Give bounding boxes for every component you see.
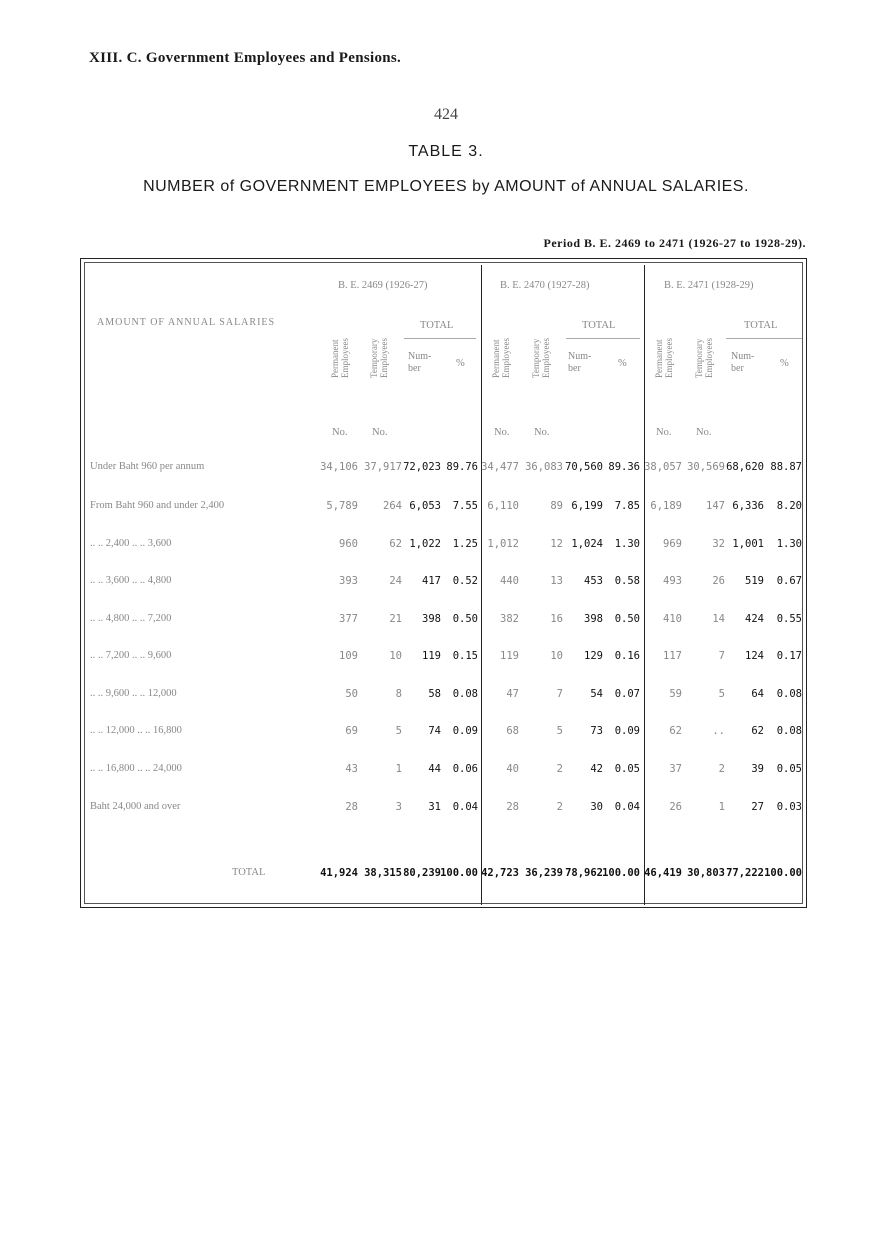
table-cell: 7 xyxy=(556,688,563,700)
table-cell: 1,012 xyxy=(487,538,519,550)
table-cell: 68,620 xyxy=(726,461,764,473)
no-label: No. xyxy=(656,427,672,438)
table-cell: 0.17 xyxy=(776,650,802,662)
table-cell: 70,560 xyxy=(565,461,603,473)
row-label: Under Baht 960 per annum xyxy=(90,461,205,472)
table-cell: 960 xyxy=(339,538,358,550)
table-cell: 0.09 xyxy=(614,725,640,737)
number-header: Num- ber xyxy=(568,351,592,374)
table-cell: 47 xyxy=(506,688,519,700)
table-cell: 43 xyxy=(345,763,358,775)
period-divider xyxy=(481,265,482,905)
total-header: TOTAL xyxy=(744,320,778,331)
table-cell: 40 xyxy=(506,763,519,775)
table-cell: 6,199 xyxy=(571,500,603,512)
table-cell: 1.25 xyxy=(452,538,478,550)
table-cell: 5 xyxy=(395,725,402,737)
table-cell: 0.08 xyxy=(776,688,802,700)
table-cell: 398 xyxy=(584,613,603,625)
table-cell: 89.76 xyxy=(446,461,478,473)
table-cell: 16 xyxy=(550,613,563,625)
no-label: No. xyxy=(696,427,712,438)
row-label: .. .. 16,800 .. .. 24,000 xyxy=(90,763,182,774)
table-cell: 0.03 xyxy=(776,801,802,813)
table-cell: 50 xyxy=(345,688,358,700)
row-label: .. .. 7,200 .. .. 9,600 xyxy=(90,650,172,661)
table-cell: 1.30 xyxy=(776,538,802,550)
table-cell: 493 xyxy=(663,575,682,587)
table-cell: 62 xyxy=(389,538,402,550)
table-cell: 77,222 xyxy=(726,867,764,879)
table-cell: 21 xyxy=(389,613,402,625)
table-cell: 14 xyxy=(712,613,725,625)
table-cell: 0.05 xyxy=(776,763,802,775)
permanent-header: Permanent Employees xyxy=(491,338,511,378)
table-cell: 36,083 xyxy=(525,461,563,473)
table-cell: 30 xyxy=(590,801,603,813)
table-cell: 39 xyxy=(751,763,764,775)
table-cell: 42,723 xyxy=(481,867,519,879)
table-cell: 382 xyxy=(500,613,519,625)
table-cell: 100.00 xyxy=(602,867,640,879)
table-cell: 74 xyxy=(428,725,441,737)
table-cell: 64 xyxy=(751,688,764,700)
period-header: B. E. 2469 (1926-27) xyxy=(338,280,428,291)
temporary-header: Temporary Employees xyxy=(694,338,714,378)
table-cell: 6,189 xyxy=(650,500,682,512)
period-header: B. E. 2470 (1927-28) xyxy=(500,280,590,291)
number-header: Num- ber xyxy=(731,351,755,374)
table-cell: 10 xyxy=(389,650,402,662)
table-cell: 58 xyxy=(428,688,441,700)
table-cell: 5,789 xyxy=(326,500,358,512)
table-cell: 10 xyxy=(550,650,563,662)
row-label: Baht 24,000 and over xyxy=(90,801,181,812)
table-name: TABLE 3. xyxy=(408,143,484,160)
row-label: .. .. 4,800 .. .. 7,200 xyxy=(90,613,172,624)
page-number: 424 xyxy=(434,106,458,123)
no-label: No. xyxy=(534,427,550,438)
percent-header: % xyxy=(780,358,789,369)
table-cell: 0.04 xyxy=(614,801,640,813)
table-cell: 519 xyxy=(745,575,764,587)
table-cell: 410 xyxy=(663,613,682,625)
table-cell: 453 xyxy=(584,575,603,587)
table-cell: 41,924 xyxy=(320,867,358,879)
table-cell: 7.85 xyxy=(614,500,640,512)
table-cell: 8.20 xyxy=(776,500,802,512)
table-cell: 73 xyxy=(590,725,603,737)
table-cell: 398 xyxy=(422,613,441,625)
total-header: TOTAL xyxy=(582,320,616,331)
table-cell: 68 xyxy=(506,725,519,737)
table-cell: 0.52 xyxy=(452,575,478,587)
table-cell: 0.09 xyxy=(452,725,478,737)
table-cell: 424 xyxy=(745,613,764,625)
percent-header: % xyxy=(456,358,465,369)
table-cell: 30,803 xyxy=(687,867,725,879)
table-cell: 0.50 xyxy=(452,613,478,625)
table-cell: 0.07 xyxy=(614,688,640,700)
table-cell: 0.67 xyxy=(776,575,802,587)
table-cell: 417 xyxy=(422,575,441,587)
table-cell: 0.55 xyxy=(776,613,802,625)
table-cell: 27 xyxy=(751,801,764,813)
table-cell: 88.87 xyxy=(770,461,802,473)
table-cell: 1 xyxy=(718,801,725,813)
permanent-header: Permanent Employees xyxy=(330,338,350,378)
table-cell: 1 xyxy=(395,763,402,775)
table-cell: 36,239 xyxy=(525,867,563,879)
row-label: .. .. 3,600 .. .. 4,800 xyxy=(90,575,172,586)
table-cell: 393 xyxy=(339,575,358,587)
table-cell: 109 xyxy=(339,650,358,662)
table-cell: 37,917 xyxy=(364,461,402,473)
table-cell: 26 xyxy=(669,801,682,813)
table-cell: 5 xyxy=(718,688,725,700)
table-cell: 62 xyxy=(751,725,764,737)
number-header: Num- ber xyxy=(408,351,432,374)
table-cell: 0.06 xyxy=(452,763,478,775)
page-header: XIII. C. Government Employees and Pensions. xyxy=(89,50,402,66)
table-cell: 0.50 xyxy=(614,613,640,625)
no-label: No. xyxy=(332,427,348,438)
total-row-label: TOTAL xyxy=(232,867,266,878)
row-label: From Baht 960 and under 2,400 xyxy=(90,500,225,511)
total-header: TOTAL xyxy=(420,320,454,331)
table-cell: 72,023 xyxy=(403,461,441,473)
table-cell: 6,336 xyxy=(732,500,764,512)
table-cell: 28 xyxy=(345,801,358,813)
table-cell: 440 xyxy=(500,575,519,587)
table-cell: 0.04 xyxy=(452,801,478,813)
no-label: No. xyxy=(494,427,510,438)
period-header: B. E. 2471 (1928-29) xyxy=(664,280,754,291)
table-cell: 34,106 xyxy=(320,461,358,473)
table-cell: 6,053 xyxy=(409,500,441,512)
table-cell: 147 xyxy=(706,500,725,512)
table-cell: 28 xyxy=(506,801,519,813)
table-cell: 100.00 xyxy=(764,867,802,879)
table-cell: 0.05 xyxy=(614,763,640,775)
table-cell: 2 xyxy=(556,801,563,813)
table-cell: 31 xyxy=(428,801,441,813)
table-cell: 12 xyxy=(550,538,563,550)
table-cell: 1,024 xyxy=(571,538,603,550)
table-cell: 89 xyxy=(550,500,563,512)
row-label: .. .. 2,400 .. .. 3,600 xyxy=(90,538,172,549)
table-cell: 38,057 xyxy=(644,461,682,473)
table-cell: 117 xyxy=(663,650,682,662)
table-cell: 8 xyxy=(395,688,402,700)
row-label: .. .. 9,600 .. .. 12,000 xyxy=(90,688,177,699)
table-cell: 119 xyxy=(422,650,441,662)
table-cell: 264 xyxy=(383,500,402,512)
percent-header: % xyxy=(618,358,627,369)
table-cell: 0.16 xyxy=(614,650,640,662)
table-cell: 2 xyxy=(718,763,725,775)
table-cell: 119 xyxy=(500,650,519,662)
table-cell: 54 xyxy=(590,688,603,700)
table-cell: 32 xyxy=(712,538,725,550)
table-cell: 2 xyxy=(556,763,563,775)
table-cell: 0.15 xyxy=(452,650,478,662)
table-cell: 1,022 xyxy=(409,538,441,550)
table-cell: 0.58 xyxy=(614,575,640,587)
table-cell: 5 xyxy=(556,725,563,737)
table-cell: 124 xyxy=(745,650,764,662)
table-cell: 26 xyxy=(712,575,725,587)
no-label: No. xyxy=(372,427,388,438)
table-cell: 42 xyxy=(590,763,603,775)
permanent-header: Permanent Employees xyxy=(654,338,674,378)
table-cell: 80,239 xyxy=(403,867,441,879)
table-cell: 969 xyxy=(663,538,682,550)
salary-column-header: AMOUNT OF ANNUAL SALARIES xyxy=(97,317,276,328)
table-cell: 0.08 xyxy=(452,688,478,700)
temporary-header: Temporary Employees xyxy=(369,338,389,378)
table-cell: 377 xyxy=(339,613,358,625)
table-cell: 30,569 xyxy=(687,461,725,473)
table-cell: 38,315 xyxy=(364,867,402,879)
table-cell: 7 xyxy=(718,650,725,662)
table-cell: 34,477 xyxy=(481,461,519,473)
table-title: NUMBER of GOVERNMENT EMPLOYEES by AMOUNT of ANNUAL SALARIES. xyxy=(143,178,749,195)
row-label: .. .. 12,000 .. .. 16,800 xyxy=(90,725,182,736)
table-cell: 89.36 xyxy=(608,461,640,473)
table-cell: 37 xyxy=(669,763,682,775)
table-cell: 59 xyxy=(669,688,682,700)
table-cell: 1.30 xyxy=(614,538,640,550)
table-cell: 129 xyxy=(584,650,603,662)
table-cell: .. xyxy=(712,725,725,737)
table-cell: 78,962 xyxy=(565,867,603,879)
table-cell: 62 xyxy=(669,725,682,737)
table-cell: 3 xyxy=(395,801,402,813)
table-cell: 1,001 xyxy=(732,538,764,550)
table-cell: 6,110 xyxy=(487,500,519,512)
table-cell: 13 xyxy=(550,575,563,587)
table-cell: 44 xyxy=(428,763,441,775)
period-label: Period B. E. 2469 to 2471 (1926-27 to 1928-29). xyxy=(543,236,806,250)
table-cell: 0.08 xyxy=(776,725,802,737)
table-cell: 100.00 xyxy=(440,867,478,879)
table-cell: 69 xyxy=(345,725,358,737)
table-cell: 24 xyxy=(389,575,402,587)
table-cell: 7.55 xyxy=(452,500,478,512)
period-divider xyxy=(644,265,645,905)
temporary-header: Temporary Employees xyxy=(531,338,551,378)
table-cell: 46,419 xyxy=(644,867,682,879)
